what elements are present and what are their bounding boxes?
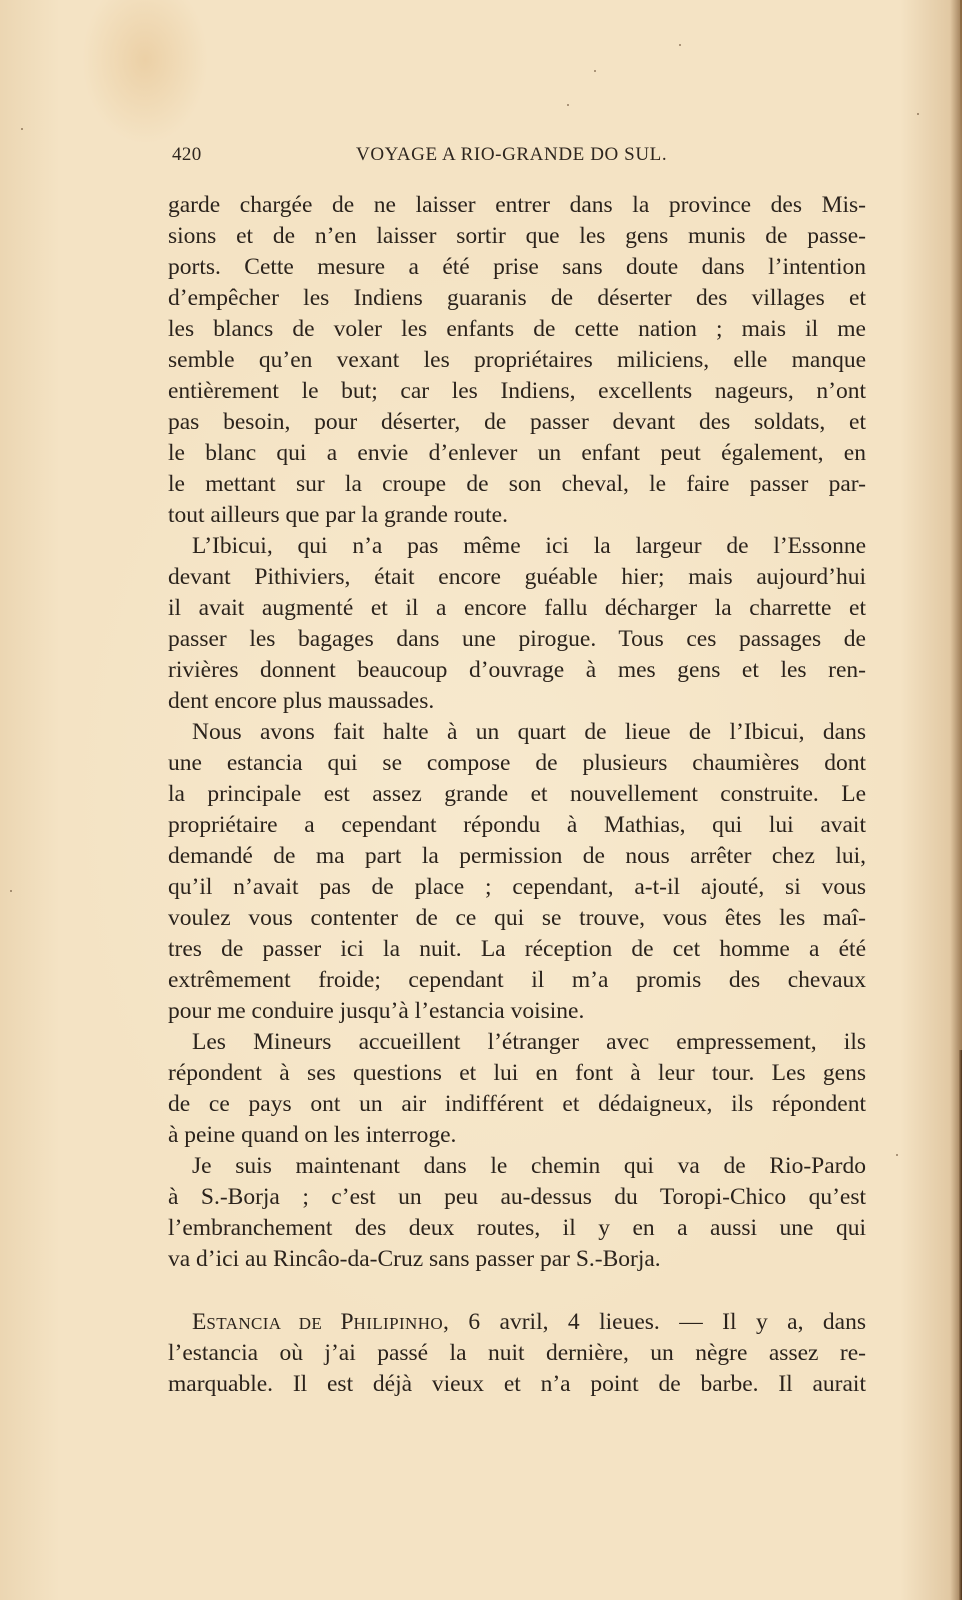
text-line: devant Pithiviers, était encore guéable hier; mais aujourd’hui	[168, 564, 866, 590]
entry-date-distance: , 6 avril, 4 lieues. — Il y a, dans	[443, 1309, 866, 1335]
paper-speck	[896, 1154, 898, 1156]
paper-speck	[10, 890, 12, 892]
paragraph	[168, 531, 866, 717]
text-line: une estancia qui se compose de plusieurs chaumières dont	[168, 750, 866, 776]
running-title: VOYAGE A RIO-GRANDE DO SUL.	[356, 144, 668, 165]
text-line: demandé de ma part la permission de nous arrêter chez lui,	[168, 843, 866, 869]
text-line: Nous avons fait halte à un quart de lieue de l’Ibicui, dans	[192, 719, 866, 745]
journal-entry	[168, 1307, 866, 1400]
paragraph	[168, 1027, 866, 1151]
text-line: ports. Cette mesure a été prise sans doute dans l’intention	[168, 254, 866, 280]
paper-speck	[21, 128, 23, 130]
text-line: de ce pays ont un air indifférent et dédaigneux, ils répondent	[168, 1091, 866, 1117]
text-line: d’empêcher les Indiens guaranis de déserter des villages et	[168, 285, 866, 311]
text-line: pas besoin, pour déserter, de passer devant des soldats, et	[168, 409, 866, 435]
text-line: l’embranchement des deux routes, il y en a aussi une qui	[168, 1215, 866, 1241]
paper-speck	[567, 104, 569, 106]
text-line: voulez vous contenter de ce qui se trouve, vous êtes les maî-	[168, 905, 866, 931]
text-line: dent encore plus maussades.	[168, 688, 435, 714]
text-line: pour me conduire jusqu’à l’estancia voisine.	[168, 998, 585, 1024]
paragraph	[168, 717, 866, 1027]
text-line: à peine quand on les interroge.	[168, 1122, 457, 1148]
text-line: semble qu’en vexant les propriétaires miliciens, elle manque	[168, 347, 866, 373]
text-line: les blancs de voler les enfants de cette nation ; mais il me	[168, 316, 866, 342]
text-line: Je suis maintenant dans le chemin qui va de Rio-Pardo	[192, 1153, 866, 1179]
entry-heading: ESTANCIA DE PHILIPINHO	[192, 1309, 444, 1335]
text-line: sions et de n’en laisser sortir que les gens munis de passe-	[168, 223, 866, 249]
page-number: 420	[172, 144, 202, 165]
text-line: L’Ibicui, qui n’a pas même ici la largeur de l’Essonne	[192, 533, 866, 559]
running-head	[172, 144, 872, 170]
text-line: répondent à ses questions et lui en font à leur tour. Les gens	[168, 1060, 866, 1086]
text-line: extrêmement froide; cependant il m’a promis des chevaux	[168, 967, 866, 993]
text-line: entièrement le but; car les Indiens, excellents nageurs, n’ont	[168, 378, 866, 404]
paragraph	[168, 190, 866, 531]
body-text	[168, 190, 866, 1400]
text-line: tres de passer ici la nuit. La réception de cet homme a été	[168, 936, 866, 962]
section-gap	[168, 1275, 866, 1307]
text-line: garde chargée de ne laisser entrer dans la province des Mis-	[168, 192, 866, 218]
text-line: le mettant sur la croupe de son cheval, le faire passer par-	[168, 471, 866, 497]
text-line: à S.-Borja ; c’est un peu au-dessus du Toropi-Chico qu’est	[168, 1184, 866, 1210]
text-line: va d’ici au Rincâo-da-Cruz sans passer par S.-Borja.	[168, 1246, 661, 1272]
paragraph	[168, 1151, 866, 1275]
text-line: marquable. Il est déjà vieux et n’a point de barbe. Il aurait	[168, 1371, 866, 1397]
paper-speck	[917, 113, 919, 115]
text-line: tout ailleurs que par la grande route.	[168, 502, 508, 528]
text-line: il avait augmenté et il a encore fallu décharger la charrette et	[168, 595, 866, 621]
paper-speck	[679, 44, 681, 46]
text-line: qu’il n’avait pas de place ; cependant, a-t-il ajouté, si vous	[168, 874, 866, 900]
entry-first-line	[168, 1307, 866, 1338]
text-line: l’estancia où j’ai passé la nuit dernière, un nègre assez re-	[168, 1340, 866, 1366]
text-line: rivières donnent beaucoup d’ouvrage à mes gens et les ren-	[168, 657, 866, 683]
text-line: Les Mineurs accueillent l’étranger avec empressement, ils	[192, 1029, 866, 1055]
text-line: passer les bagages dans une pirogue. Tous ces passages de	[168, 626, 866, 652]
text-line: propriétaire a cependant répondu à Mathias, qui lui avait	[168, 812, 866, 838]
text-line: le blanc qui a envie d’enlever un enfant peut également, en	[168, 440, 866, 466]
paper-speck	[594, 70, 596, 72]
text-line: la principale est assez grande et nouvellement construite. Le	[168, 781, 866, 807]
